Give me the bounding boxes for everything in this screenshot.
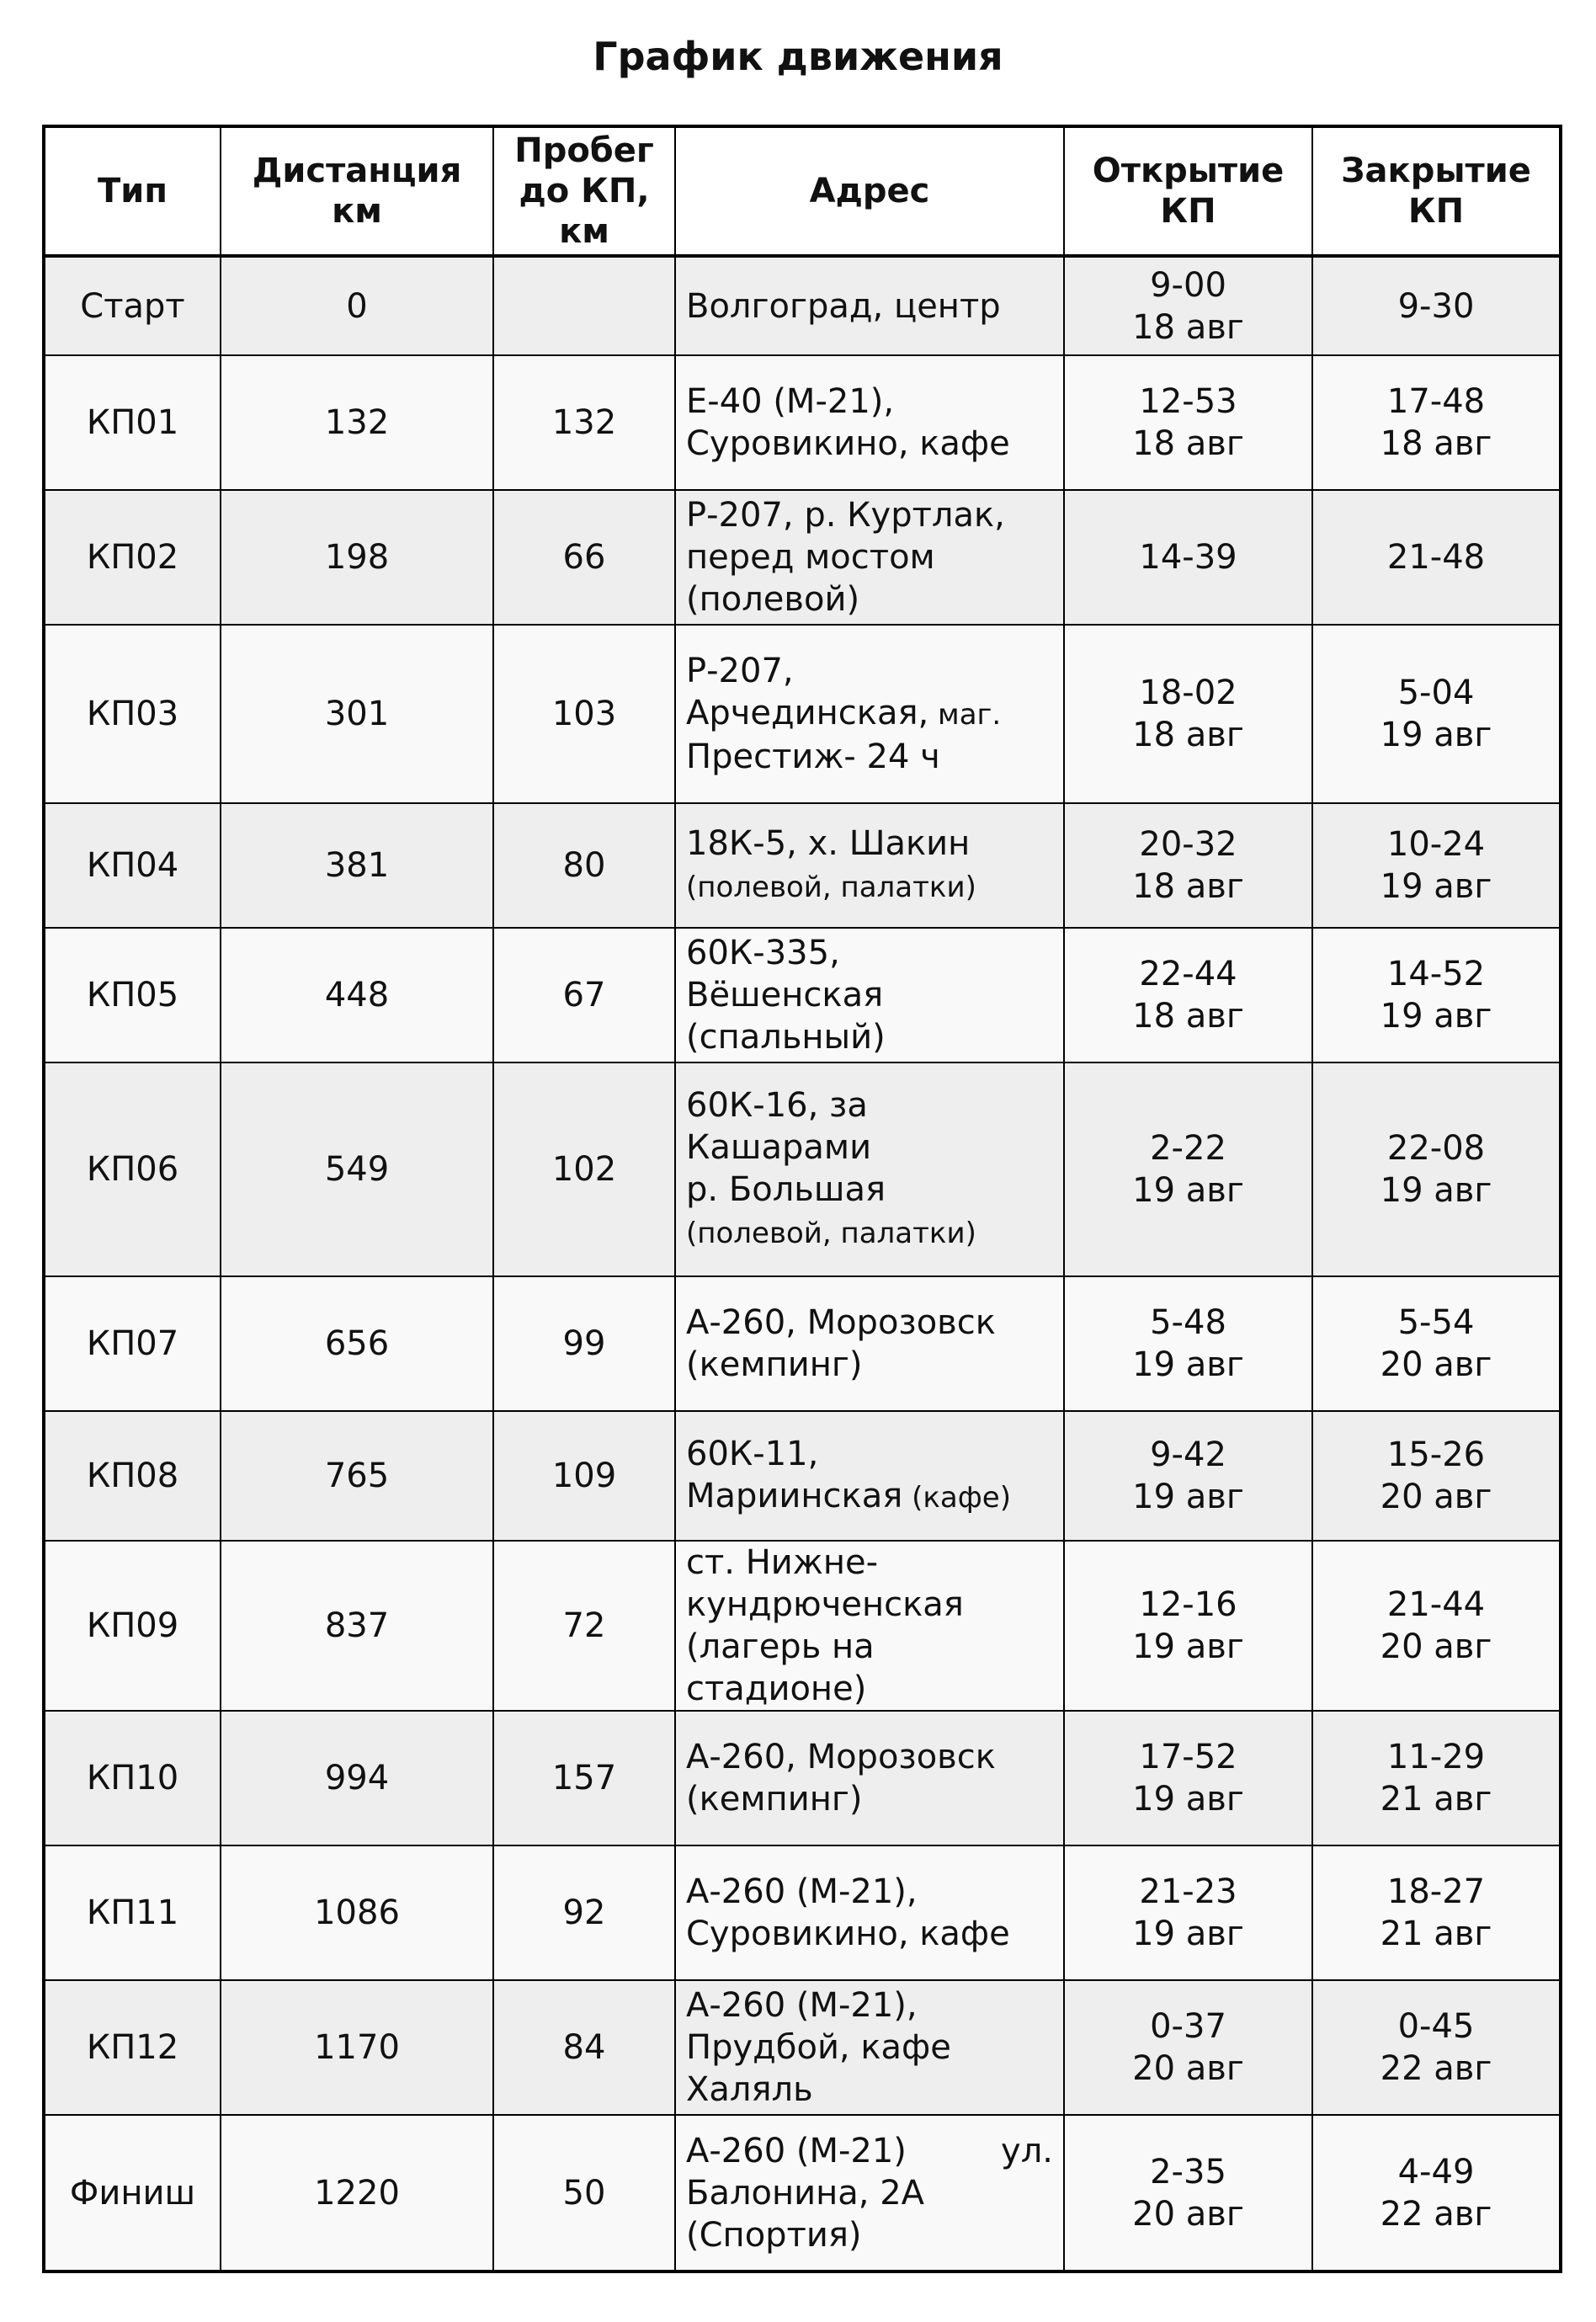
cell-type: КП05 [44,928,221,1062]
cell-run: 50 [493,2115,675,2271]
cell-open: 2-35 20 авг [1064,2115,1312,2271]
cell-type: КП10 [44,1711,221,1845]
cell-type: КП09 [44,1541,221,1711]
table-row [44,1062,1561,1276]
cell-address: Р-207, Арчединская, маг. Престиж- 24 ч [675,625,1064,803]
cell-address: А-260, Морозовск (кемпинг) [675,1711,1064,1845]
table-row [44,490,1561,625]
header-row [44,126,1561,256]
cell-open: 9-42 19 авг [1064,1411,1312,1541]
cell-open: 5-48 19 авг [1064,1276,1312,1411]
table-row [44,1980,1561,2115]
header-run: Пробег до КП, км [493,126,675,256]
table-row [44,928,1561,1062]
cell-address: А-260 (М-21), Прудбой, кафе Халяль [675,1980,1064,2115]
cell-type: Финиш [44,2115,221,2271]
schedule-table [42,125,1562,2273]
cell-run: 99 [493,1276,675,1411]
cell-open: 9-00 18 авг [1064,256,1312,355]
cell-address: 60К-335, Вёшенская (спальный) [675,928,1064,1062]
cell-run: 80 [493,803,675,928]
cell-open: 22-44 18 авг [1064,928,1312,1062]
table-row [44,1845,1561,1980]
cell-type: КП11 [44,1845,221,1980]
table-row [44,355,1561,490]
cell-close: 14-52 19 авг [1312,928,1561,1062]
cell-type: КП03 [44,625,221,803]
cell-type: Старт [44,256,221,355]
cell-run: 92 [493,1845,675,1980]
cell-close: 5-04 19 авг [1312,625,1561,803]
cell-distance: 301 [221,625,493,803]
cell-distance: 381 [221,803,493,928]
cell-address: А-260, Морозовск (кемпинг) [675,1276,1064,1411]
header-open: Открытие КП [1064,126,1312,256]
cell-distance: 656 [221,1276,493,1411]
cell-distance: 0 [221,256,493,355]
cell-close: 5-54 20 авг [1312,1276,1561,1411]
table-row [44,803,1561,928]
cell-type: КП07 [44,1276,221,1411]
cell-close: 0-45 22 авг [1312,1980,1561,2115]
header-distance: Дистанция км [221,126,493,256]
cell-close: 10-24 19 авг [1312,803,1561,928]
cell-close: 18-27 21 авг [1312,1845,1561,1980]
cell-type: КП12 [44,1980,221,2115]
cell-open: 18-02 18 авг [1064,625,1312,803]
cell-run: 84 [493,1980,675,2115]
cell-open: 12-16 19 авг [1064,1541,1312,1711]
schedule-body [44,256,1561,2271]
cell-address: Р-207, р. Куртлак, перед мостом (полевой) [675,490,1064,625]
cell-run: 67 [493,928,675,1062]
cell-close: 4-49 22 авг [1312,2115,1561,2271]
cell-open: 12-53 18 авг [1064,355,1312,490]
cell-type: КП06 [44,1062,221,1276]
page-title: График движения [593,34,1003,79]
cell-type: КП04 [44,803,221,928]
cell-run: 132 [493,355,675,490]
cell-run: 157 [493,1711,675,1845]
cell-distance: 837 [221,1541,493,1711]
cell-address: ст. Нижне- кундрюченская (лагерь на стадионе) [675,1541,1064,1711]
table-row [44,1541,1561,1711]
cell-open: 14-39 [1064,490,1312,625]
cell-distance: 1220 [221,2115,493,2271]
cell-run: 102 [493,1062,675,1276]
cell-distance: 1086 [221,1845,493,1980]
cell-open: 17-52 19 авг [1064,1711,1312,1845]
cell-type: КП01 [44,355,221,490]
table-row [44,1276,1561,1411]
cell-open: 0-37 20 авг [1064,1980,1312,2115]
table-row [44,2115,1561,2271]
cell-type: КП02 [44,490,221,625]
cell-open: 21-23 19 авг [1064,1845,1312,1980]
header-address: Адрес [675,126,1064,256]
cell-close: 22-08 19 авг [1312,1062,1561,1276]
cell-close: 15-26 20 авг [1312,1411,1561,1541]
cell-run: 109 [493,1411,675,1541]
cell-distance: 765 [221,1411,493,1541]
table-row [44,256,1561,355]
cell-distance: 549 [221,1062,493,1276]
cell-address: Волгоград, центр [675,256,1064,355]
cell-type: КП08 [44,1411,221,1541]
cell-run: 72 [493,1541,675,1711]
header-close: Закрытие КП [1312,126,1561,256]
cell-close: 17-48 18 авг [1312,355,1561,490]
cell-open: 20-32 18 авг [1064,803,1312,928]
cell-run: 103 [493,625,675,803]
cell-address: Е-40 (М-21), Суровикино, кафе [675,355,1064,490]
cell-close: 21-48 [1312,490,1561,625]
header-type: Тип [44,126,221,256]
cell-distance: 994 [221,1711,493,1845]
cell-distance: 1170 [221,1980,493,2115]
cell-close: 9-30 [1312,256,1561,355]
cell-address: 60К-11, Мариинская (кафе) [675,1411,1064,1541]
cell-address: А-260 (М-21) ул. Балонина, 2А (Спортия) [675,2115,1064,2271]
table-row [44,625,1561,803]
table-row [44,1411,1561,1541]
cell-address: 60К-16, за Кашарами р. Большая (полевой, палатки) [675,1062,1064,1276]
cell-distance: 198 [221,490,493,625]
cell-run [493,256,675,355]
cell-address: А-260 (М-21), Суровикино, кафе [675,1845,1064,1980]
cell-close: 21-44 20 авг [1312,1541,1561,1711]
cell-distance: 132 [221,355,493,490]
cell-distance: 448 [221,928,493,1062]
cell-address: 18К-5, х. Шакин (полевой, палатки) [675,803,1064,928]
cell-run: 66 [493,490,675,625]
cell-open: 2-22 19 авг [1064,1062,1312,1276]
table-row [44,1711,1561,1845]
cell-close: 11-29 21 авг [1312,1711,1561,1845]
